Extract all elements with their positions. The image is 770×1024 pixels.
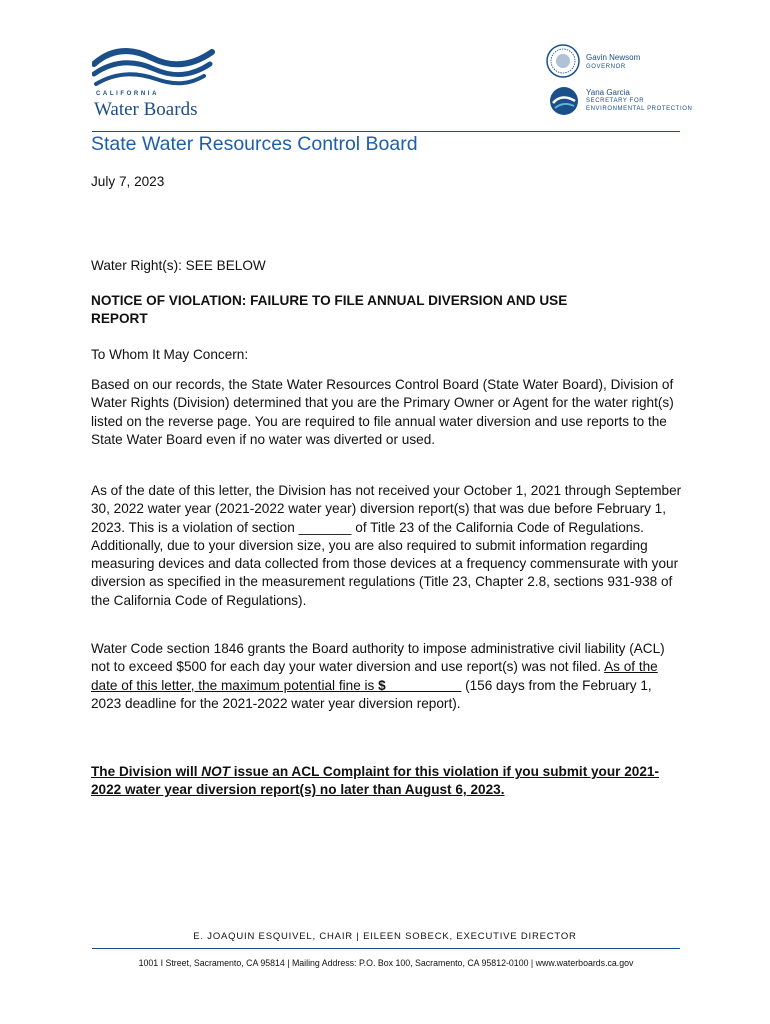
- logo-name-text: Water Boards: [94, 99, 198, 120]
- salutation: To Whom It May Concern:: [91, 347, 249, 362]
- fine-amount-blank: $__________: [378, 677, 462, 693]
- paragraph-2: [91, 482, 683, 610]
- subject-line-2: REPORT: [91, 311, 148, 327]
- paragraph-3: [91, 640, 683, 713]
- footer-board-officers: E. JOAQUIN ESQUIVEL, CHAIR | EILEEN SOBECK, EXECUTIVE DIRECTOR: [193, 931, 577, 942]
- governor-title: GOVERNOR: [586, 64, 626, 70]
- water-rights-line: Water Right(s): SEE BELOW: [91, 258, 266, 273]
- logo-state-text: CALIFORNIA: [96, 91, 159, 97]
- notice-not-emphasis: NOT: [201, 764, 230, 779]
- paragraph-2-part-b: of Title 23 of the California Code of Regulations. Additionally, due to your diversion size, you are also required to submit information regarding measuring devices and data collected from those devices at a frequency commensurate with your diversion as specified in the measurement regulations (Title 23, Chapter 2.8, sections 931-938 of the California Code of Regulations).: [91, 519, 679, 608]
- paragraph-2-part-a: As of the date of this letter, the Division has not received your October 1, 2021 through September 30, 2022 water year (2021-2022 water year) diversion report(s) that was due before February 1, 2023. This is a violation of section: [91, 483, 682, 535]
- notice-part-a: The Division will: [91, 764, 202, 779]
- footer-divider: [92, 948, 680, 949]
- section-blank: _______: [298, 519, 352, 535]
- paragraph-1: Based on our records, the State Water Resources Control Board (State Water Board), Division of Water Rights (Division) determined that you are the Primary Owner or Agent for the water right(s) listed on the reverse page. You are required to file annual water diversion and use reports to the State Water Board even if no water was diverted or used.: [91, 377, 674, 447]
- notice-part-b: issue an ACL Complaint for this violation if you submit your 2021-2022 water year diversion report(s) no later than August 6, 2023.: [91, 764, 660, 798]
- governor-name: Gavin Newsom: [586, 53, 641, 62]
- organization-title: State Water Resources Control Board: [91, 133, 418, 155]
- compliance-notice: [91, 763, 683, 800]
- secretary-name: Yana Garcia: [586, 88, 630, 97]
- subject-line-1: NOTICE OF VIOLATION: FAILURE TO FILE ANNUAL DIVERSION AND USE: [91, 293, 568, 308]
- letter-date: July 7, 2023: [91, 174, 165, 189]
- water-boards-logo: [92, 44, 222, 122]
- fine-statement: As of the date of this letter, the maximum potential fine is: [91, 659, 658, 693]
- header-divider: [92, 131, 680, 132]
- subject-heading: [91, 292, 683, 329]
- california-seal-icon: [546, 44, 580, 78]
- secretary-title-line2: ENVIRONMENTAL PROTECTION: [586, 106, 693, 112]
- footer-address: 1001 I Street, Sacramento, CA 95814 | Mailing Address: P.O. Box 100, Sacramento, CA 95812-0100 | www.waterboards.ca.gov: [138, 958, 634, 968]
- water-waves-icon: [92, 44, 222, 94]
- paragraph-3-part-a: Water Code section 1846 grants the Board authority to impose administrative civil liability (ACL) not to exceed $500 for each day your water diversion and use report(s) was not filed.: [91, 641, 665, 675]
- calepa-seal-icon: [549, 86, 579, 116]
- paragraph-3-part-b: (156 days from the February 1, 2023 deadline for the 2021-2022 water year diversion report).: [91, 677, 652, 711]
- secretary-title-line1: SECRETARY FOR: [586, 98, 645, 104]
